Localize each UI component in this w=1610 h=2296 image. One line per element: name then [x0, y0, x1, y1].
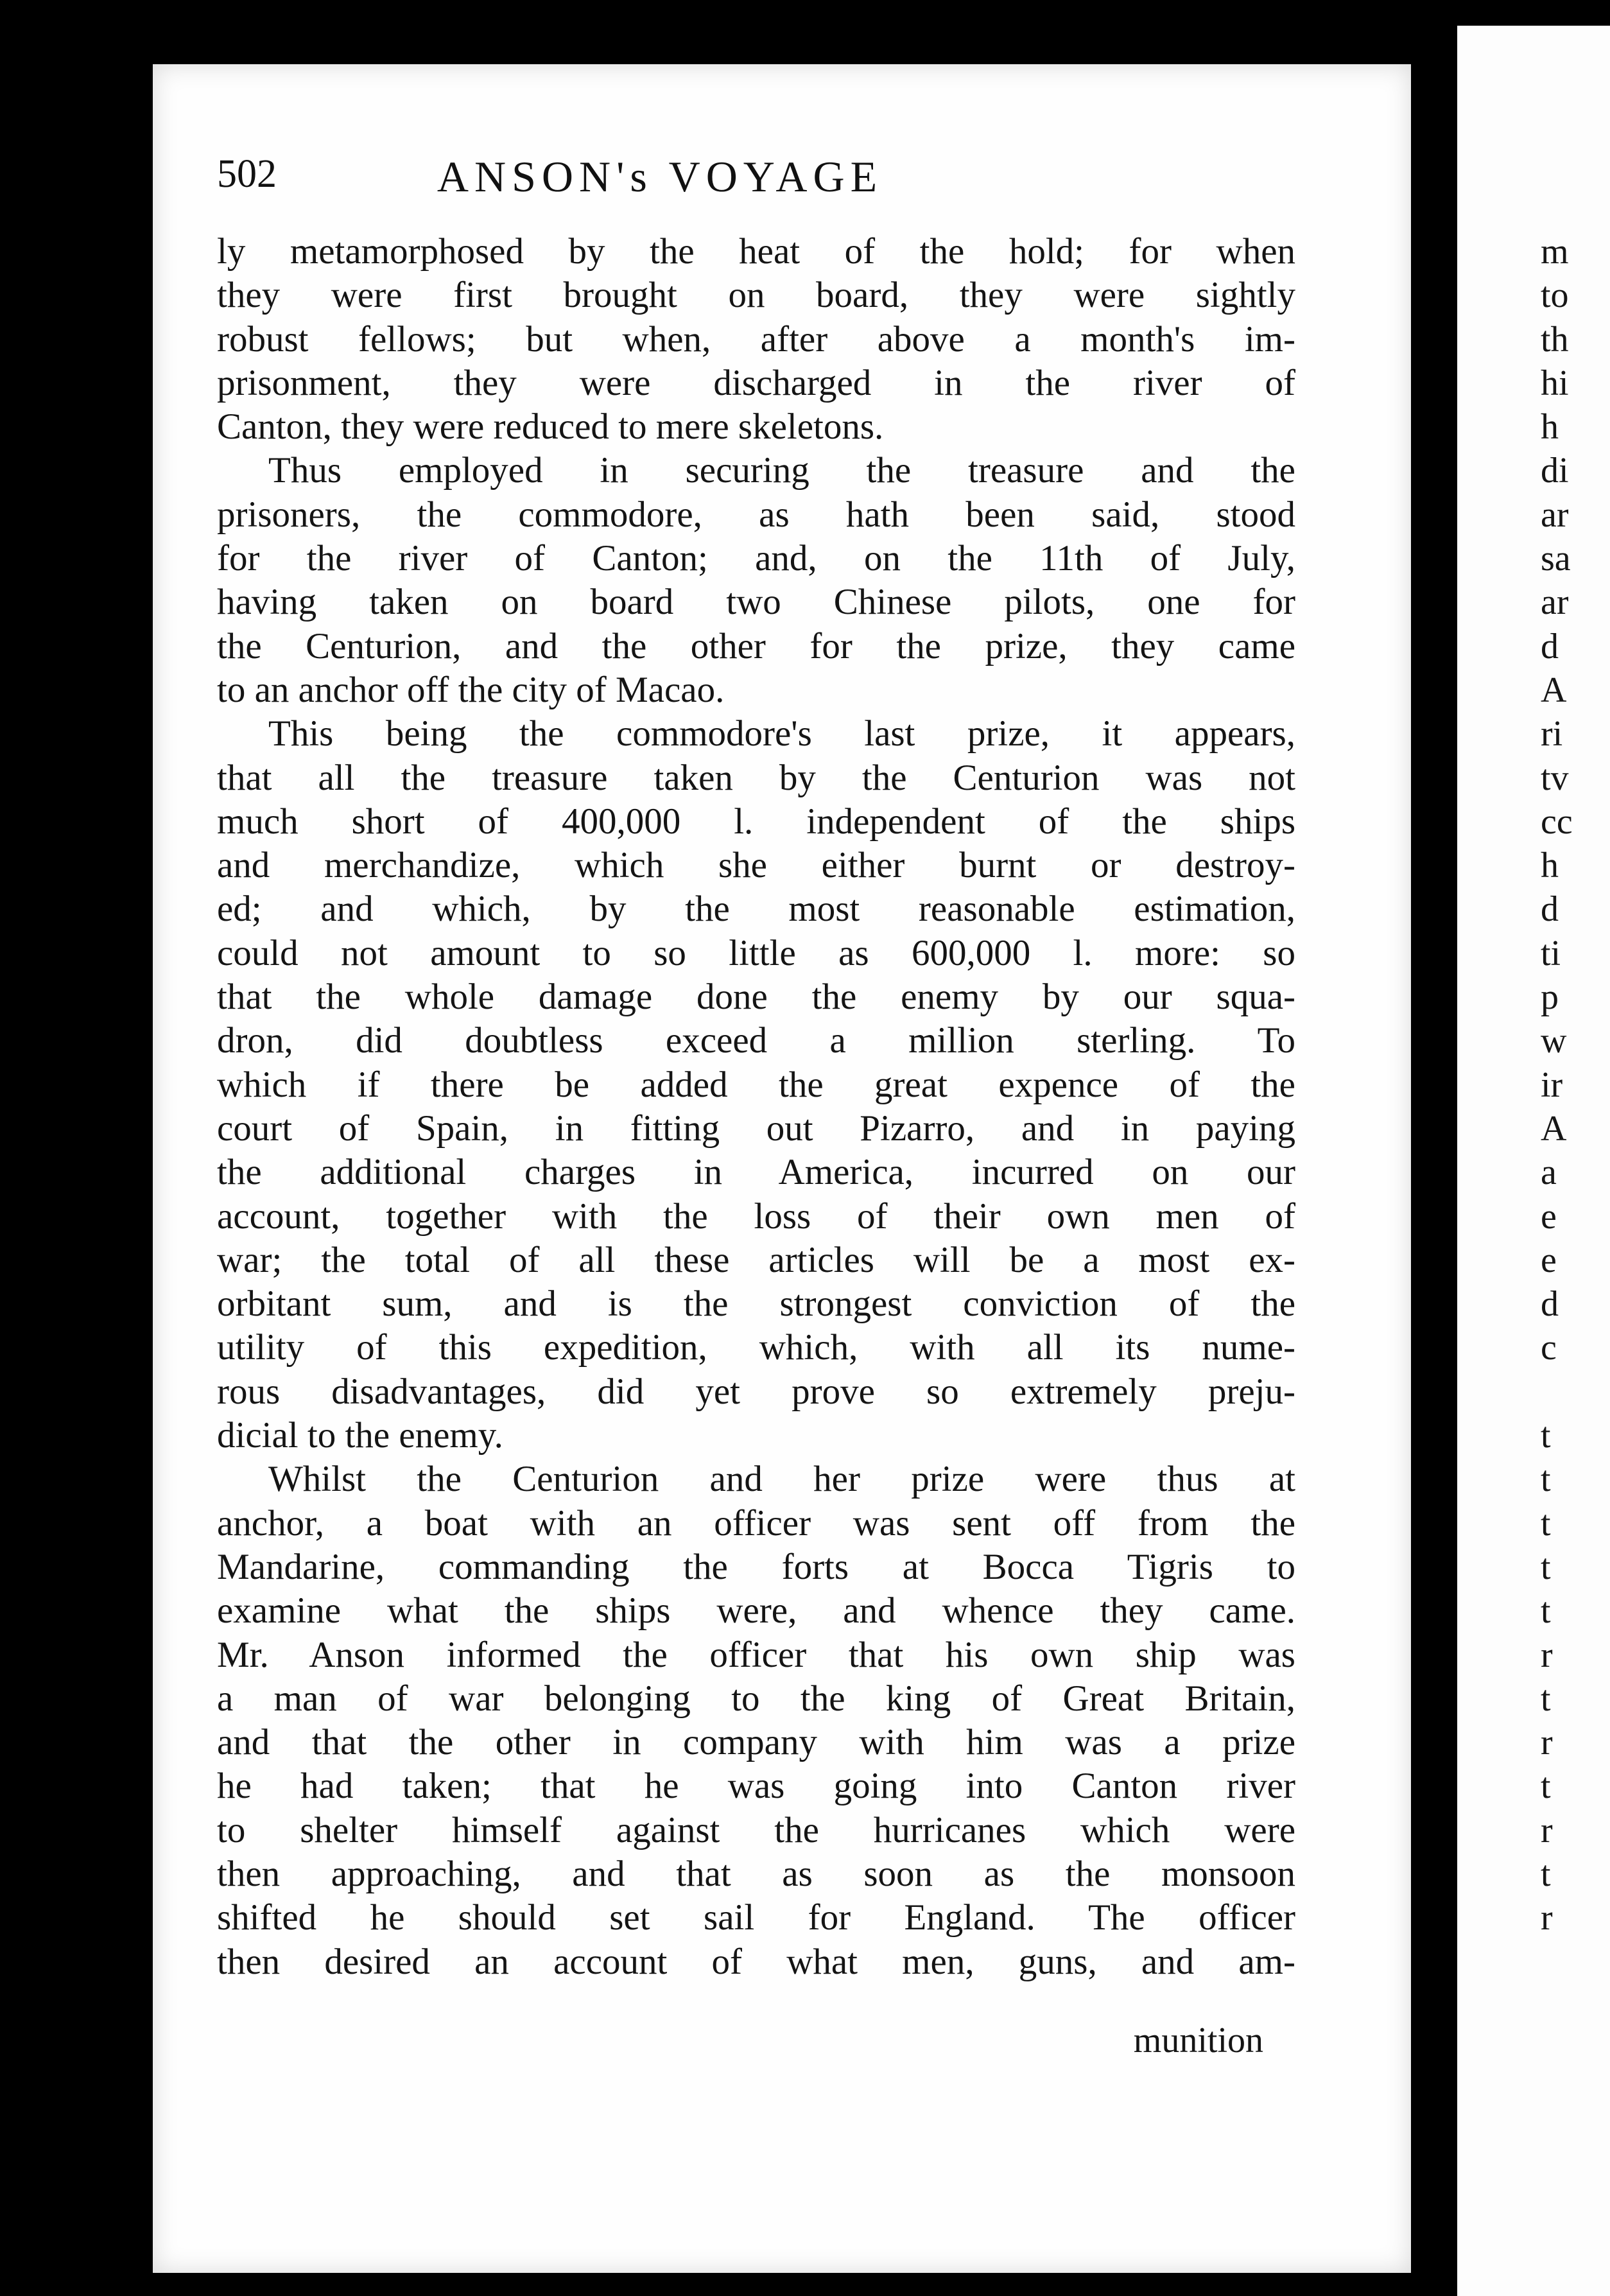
facing-page-fragment: e	[1541, 1240, 1557, 1280]
text-line: that the whole damage done the enemy by our squa-	[217, 977, 1295, 1018]
facing-page-fragment: r	[1541, 1723, 1553, 1763]
text-line: that all the treasure taken by the Centurion was not	[217, 757, 1295, 798]
facing-page-fragment: t	[1541, 1547, 1551, 1587]
facing-page-fragment: to	[1541, 275, 1569, 316]
text-line: Thus employed in securing the treasure and the	[268, 450, 1295, 491]
text-line: Whilst the Centurion and her prize were thus at	[268, 1459, 1295, 1500]
facing-page-fragment: h	[1541, 846, 1559, 886]
text-line: Canton, they were reduced to mere skeletons.	[217, 406, 884, 448]
facing-page-fragment: A	[1541, 1108, 1567, 1149]
running-title: ANSON's VOYAGE	[437, 152, 883, 201]
facing-page-fragment: ir	[1541, 1065, 1563, 1105]
text-line: orbitant sum, and is the strongest conviction of the	[217, 1283, 1295, 1325]
facing-page-fragment: sa	[1541, 539, 1571, 579]
text-line: rous disadvantages, did yet prove so extremely preju-	[217, 1371, 1295, 1412]
facing-page-fragment: th	[1541, 319, 1569, 360]
text-line: shifted he should set sail for England. The officer	[217, 1897, 1295, 1938]
facing-page-fragment: t	[1541, 1678, 1551, 1719]
page-number: 502	[217, 152, 277, 196]
text-line: robust fellows; but when, after above a month's im-	[217, 318, 1295, 360]
facing-page-fragment: t	[1541, 1766, 1551, 1807]
text-line: account, together with the loss of their own men of	[217, 1196, 1295, 1237]
text-line: for the river of Canton; and, on the 11th of July,	[217, 538, 1295, 579]
text-line: a man of war belonging to the king of Great Britain,	[217, 1678, 1295, 1719]
facing-page-fragment: t	[1541, 1591, 1551, 1631]
facing-page-fragment: d	[1541, 1284, 1559, 1325]
text-line: prisonment, they were discharged in the river of	[217, 362, 1295, 403]
text-line: to an anchor off the city of Macao.	[217, 669, 725, 710]
facing-page-fragment: t	[1541, 1503, 1551, 1544]
facing-page-fragment: t	[1541, 1416, 1551, 1456]
text-line: Mr. Anson informed the officer that his own ship was	[217, 1634, 1295, 1675]
text-line: anchor, a boat with an officer was sent off from the	[217, 1502, 1295, 1544]
text-line: utility of this expedition, which, with all its nume-	[217, 1327, 1295, 1368]
facing-page-fragment: m	[1541, 232, 1569, 272]
text-line: examine what the ships were, and whence they came.	[217, 1590, 1295, 1631]
text-line: war; the total of all these articles will be a most ex-	[217, 1239, 1295, 1280]
facing-page-fragment: hi	[1541, 363, 1569, 403]
facing-page-fragment: tv	[1541, 758, 1569, 798]
text-line: he had taken; that he was going into Canton river	[217, 1766, 1295, 1807]
text-line: the additional charges in America, incurred on our	[217, 1152, 1295, 1193]
running-head	[217, 152, 1103, 209]
facing-page-fragment: di	[1541, 451, 1569, 491]
facing-page-fragment: cc	[1541, 801, 1573, 842]
facing-page-fragment: h	[1541, 407, 1559, 448]
facing-page-fragment: e	[1541, 1196, 1557, 1237]
text-line: court of Spain, in fitting out Pizarro, and in paying	[217, 1108, 1295, 1149]
facing-page-fragment: d	[1541, 626, 1559, 666]
text-line: they were first brought on board, they were sightly	[217, 275, 1295, 316]
text-line: ed; and which, by the most reasonable estimation,	[217, 889, 1295, 930]
facing-page-fragment: p	[1541, 977, 1559, 1018]
text-line: which if there be added the great expence of the	[217, 1064, 1295, 1105]
text-line: then approaching, and that as soon as the monsoon	[217, 1853, 1295, 1894]
facing-page-fragment: ti	[1541, 933, 1561, 973]
facing-page-fragment: r	[1541, 1898, 1553, 1938]
text-line: prisoners, the commodore, as hath been said, stood	[217, 494, 1295, 535]
text-line: Mandarine, commanding the forts at Bocca Tigris to	[217, 1546, 1295, 1587]
facing-page-fragment	[1541, 1370, 1610, 1414]
facing-page-fragment: ri	[1541, 714, 1563, 754]
text-line: to shelter himself against the hurricanes which were	[217, 1809, 1295, 1850]
facing-page-fragment: w	[1541, 1021, 1567, 1061]
facing-page-fragment: r	[1541, 1635, 1553, 1675]
text-line: then desired an account of what men, guns, and am-	[217, 1941, 1295, 1982]
text-line: having taken on board two Chinese pilots, one for	[217, 582, 1295, 623]
facing-page-fragment: ar	[1541, 494, 1569, 535]
text-line: dron, did doubtless exceed a million sterling. To	[217, 1020, 1295, 1061]
catchword: munition	[1133, 2021, 1263, 2060]
body-text	[217, 230, 1295, 1984]
text-line: This being the commodore's last prize, it appears,	[268, 713, 1295, 754]
facing-page-fragment: d	[1541, 889, 1559, 930]
text-line: ly metamorphosed by the heat of the hold; for when	[217, 231, 1295, 272]
facing-page-fragment: c	[1541, 1328, 1557, 1368]
facing-page-fragment: ar	[1541, 582, 1569, 623]
text-line: and that the other in company with him was a prize	[217, 1722, 1295, 1763]
facing-page-text-fragments	[1541, 230, 1610, 1940]
text-line: dicial to the enemy.	[217, 1415, 503, 1456]
text-line: and merchandize, which she either burnt or destroy-	[217, 845, 1295, 886]
facing-page-fragment: t	[1541, 1459, 1551, 1500]
facing-page-fragment: a	[1541, 1152, 1557, 1193]
text-line: much short of 400,000 l. independent of the ships	[217, 801, 1295, 842]
facing-page-fragment: r	[1541, 1810, 1553, 1850]
text-line: could not amount to so little as 600,000 l. more: so	[217, 932, 1295, 973]
facing-page-fragment: t	[1541, 1854, 1551, 1894]
facing-page-fragment: A	[1541, 670, 1567, 710]
text-line: the Centurion, and the other for the prize, they came	[217, 625, 1295, 666]
